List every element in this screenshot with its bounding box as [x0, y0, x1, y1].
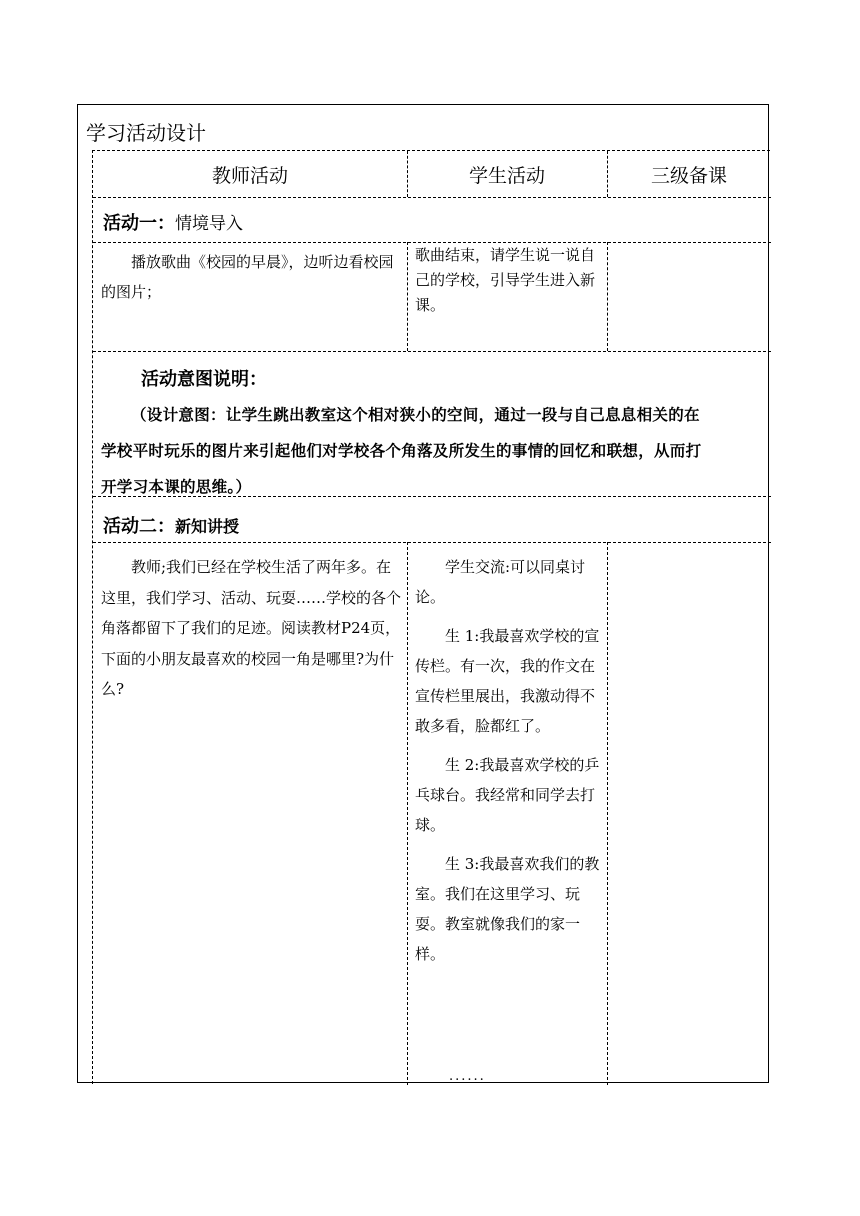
header-teacher-activity: 教师活动 — [211, 164, 288, 187]
row-divider — [93, 542, 771, 543]
activity1-title: 情境导入 — [175, 214, 243, 234]
activity2-teacher-cell — [101, 552, 403, 705]
header-prep: 三级备课 — [650, 164, 727, 187]
student-response: 生 1:我最喜欢学校的宣传栏。有一次，我的作文在宣传栏里展出，我激动得不敢多看，脸都红了。 — [415, 627, 600, 735]
student-response: 生 2:我最喜欢学校的乒乓球台。我经常和同学去打球。 — [415, 756, 600, 834]
intent-title: 活动意图说明： — [141, 369, 267, 390]
activity-table — [92, 150, 770, 1084]
column-divider — [407, 242, 408, 351]
activity2-student-cell — [415, 552, 601, 969]
activity2-title: 新知讲授 — [175, 517, 240, 536]
ellipsis-text: ...... — [449, 1069, 486, 1084]
activity2-heading — [103, 512, 239, 538]
activity2-label: 活动二： — [103, 516, 175, 537]
column-divider — [407, 542, 408, 1085]
intent-body — [101, 397, 765, 505]
row-divider — [93, 197, 771, 198]
page-title: 学习活动设计 — [86, 121, 206, 145]
activity1-student-cell — [415, 243, 601, 318]
student-response: 生 3:我最喜欢我们的教室。我们在这里学习、玩耍。教室就像我们的家一样。 — [415, 855, 600, 963]
student-response: 学生交流:可以同桌讨论。 — [415, 558, 586, 606]
column-divider — [607, 242, 608, 351]
lesson-design-frame — [77, 104, 769, 1083]
activity1-teacher-cell — [101, 247, 401, 307]
activity1-label: 活动一： — [103, 213, 175, 234]
activity1-teacher-text: 播放歌曲《校园的早晨》，边听边看校园的图片； — [101, 253, 394, 301]
intent-line: 学校平时玩乐的图片来引起他们对学校各个角落及所发生的事情的回忆和联想，从而打 — [101, 441, 702, 460]
row-divider — [93, 351, 771, 352]
column-divider — [607, 542, 608, 1085]
header-student-activity: 学生活动 — [468, 164, 545, 187]
intent-line: （设计意图：让学生跳出教室这个相对狭小的空间，通过一段与自己息息相关的在 — [131, 405, 700, 424]
activity1-student-text: 歌曲结束，请学生说一说自己的学校，引导学生进入新课。 — [415, 246, 596, 314]
activity1-heading — [103, 209, 243, 235]
activity2-teacher-text: 教师;我们已经在学校生活了两年多。在这里，我们学习、活动、玩耍……学校的各个角落都留下了我们的足迹。阅读教材P24页，下面的小朋友最喜欢的校园一角是哪里?为什么? — [101, 558, 402, 698]
intent-line: 开学习本课的思维。） — [101, 477, 252, 496]
